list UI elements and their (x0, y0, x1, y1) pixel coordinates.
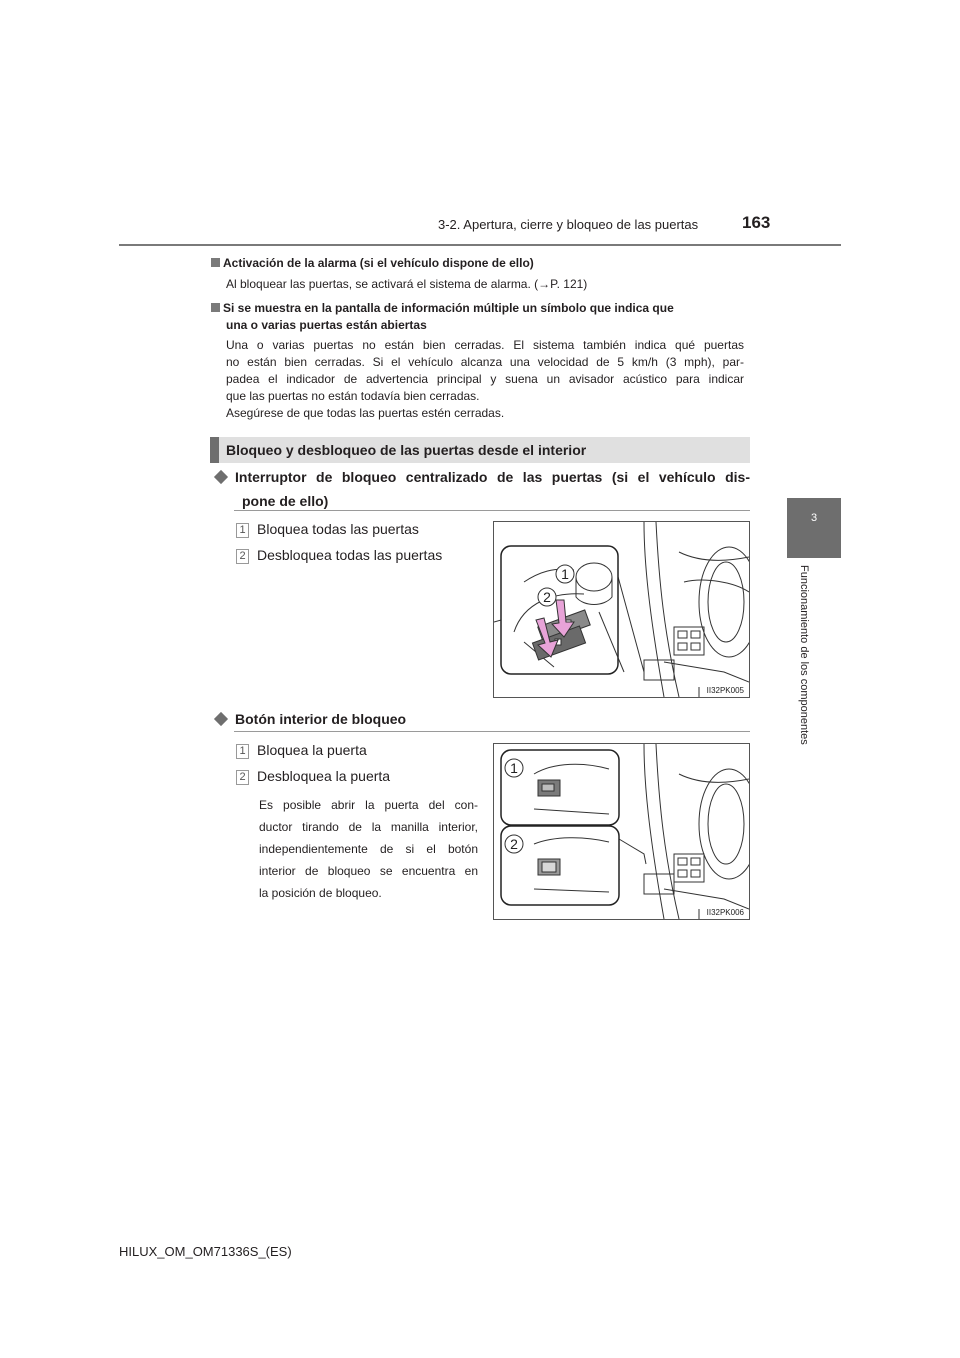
central-lock-heading (211, 466, 750, 512)
running-header-title: 3-2. Apertura, cierre y bloqueo de las puertas (438, 217, 699, 232)
note-line: independientemente de si el botón (259, 842, 478, 856)
section-header (210, 437, 750, 463)
body-line: que las puertas no están todavía bien cerradas. (226, 389, 480, 403)
figure-code: II32PK005 (706, 686, 744, 695)
door-symbol-body (226, 337, 744, 422)
list-item (236, 741, 367, 759)
figure-code: II32PK006 (706, 908, 744, 917)
callout-1: 1 (561, 566, 569, 582)
item-label: Bloquea la puerta (257, 742, 367, 758)
document-id: HILUX_OM_OM71336S_(ES) (119, 1244, 292, 1259)
note-line: Es posible abrir la puerta del con- (259, 798, 478, 812)
callout-1: 1 (510, 760, 518, 776)
chapter-title: Funcionamiento de los componentes (798, 565, 810, 745)
inside-button-note (259, 794, 478, 904)
central-lock-heading-line2: pone de ello) (242, 493, 329, 509)
page-number: 163 (742, 213, 771, 232)
central-lock-switch-figure (493, 521, 750, 698)
callout-2: 2 (510, 836, 518, 852)
body-line: padea el indicador de advertencia principal y suena un avisador acústico para indicar (226, 372, 744, 386)
inside-lock-illustration (494, 744, 749, 919)
chapter-tab (787, 498, 841, 558)
note-line: interior de bloqueo se encuentra en (259, 864, 478, 878)
note-line: ductor tirando de la manilla interior, (259, 820, 478, 834)
callout-2: 2 (543, 589, 551, 605)
list-item (236, 520, 419, 538)
central-lock-illustration (494, 522, 749, 697)
list-item (236, 546, 442, 564)
section-title: Bloqueo y desbloqueo de las puertas desde el interior (226, 442, 587, 458)
item-label: Bloquea todas las puertas (257, 521, 419, 537)
square-bullet-icon (211, 303, 220, 312)
door-symbol-heading-text: Si se muestra en la pantalla de información múltiple un símbolo que indica que (223, 301, 674, 315)
alarm-heading-text: Activación de la alarma (si el vehículo dispone de ello) (223, 256, 534, 270)
item-number: 1 (236, 523, 249, 538)
list-item (236, 767, 390, 785)
alarm-body: Al bloquear las puertas, se activará el sistema de alarma. (→P. 121) (226, 277, 588, 291)
square-bullet-icon (211, 258, 220, 267)
item-label: Desbloquea la puerta (257, 768, 391, 784)
body-line: no están bien cerradas. Si el vehículo alcanza una velocidad de 5 km/h (3 mph), par- (226, 355, 744, 369)
inside-button-heading (211, 708, 406, 730)
chapter-title-vertical (798, 565, 816, 785)
body-line: Una o varias puertas no están bien cerradas. El sistema también indica qué puertas (226, 338, 744, 352)
header-rule (119, 244, 841, 246)
note-line: la posición de bloqueo. (259, 886, 382, 900)
diamond-bullet-icon (214, 470, 228, 484)
subheading-rule (234, 731, 750, 732)
item-number: 1 (236, 744, 249, 759)
inside-lock-button-figure (493, 743, 750, 920)
section-marker (210, 437, 219, 463)
door-symbol-heading-line2: una o varias puertas están abiertas (226, 318, 427, 332)
chapter-number: 3 (810, 512, 818, 524)
central-lock-heading-line1: Interruptor de bloqueo centralizado de las puertas (si el vehículo dis- (235, 469, 750, 485)
diamond-bullet-icon (214, 712, 228, 726)
item-number: 2 (236, 770, 249, 785)
item-label: Desbloquea todas las puertas (257, 547, 443, 563)
alarm-heading (211, 256, 534, 270)
body-line: Asegúrese de que todas las puertas estén cerradas. (226, 406, 505, 420)
inside-button-heading-text: Botón interior de bloqueo (235, 711, 407, 727)
subheading-rule (234, 510, 750, 511)
item-number: 2 (236, 549, 249, 564)
door-symbol-heading-line1 (211, 301, 751, 315)
